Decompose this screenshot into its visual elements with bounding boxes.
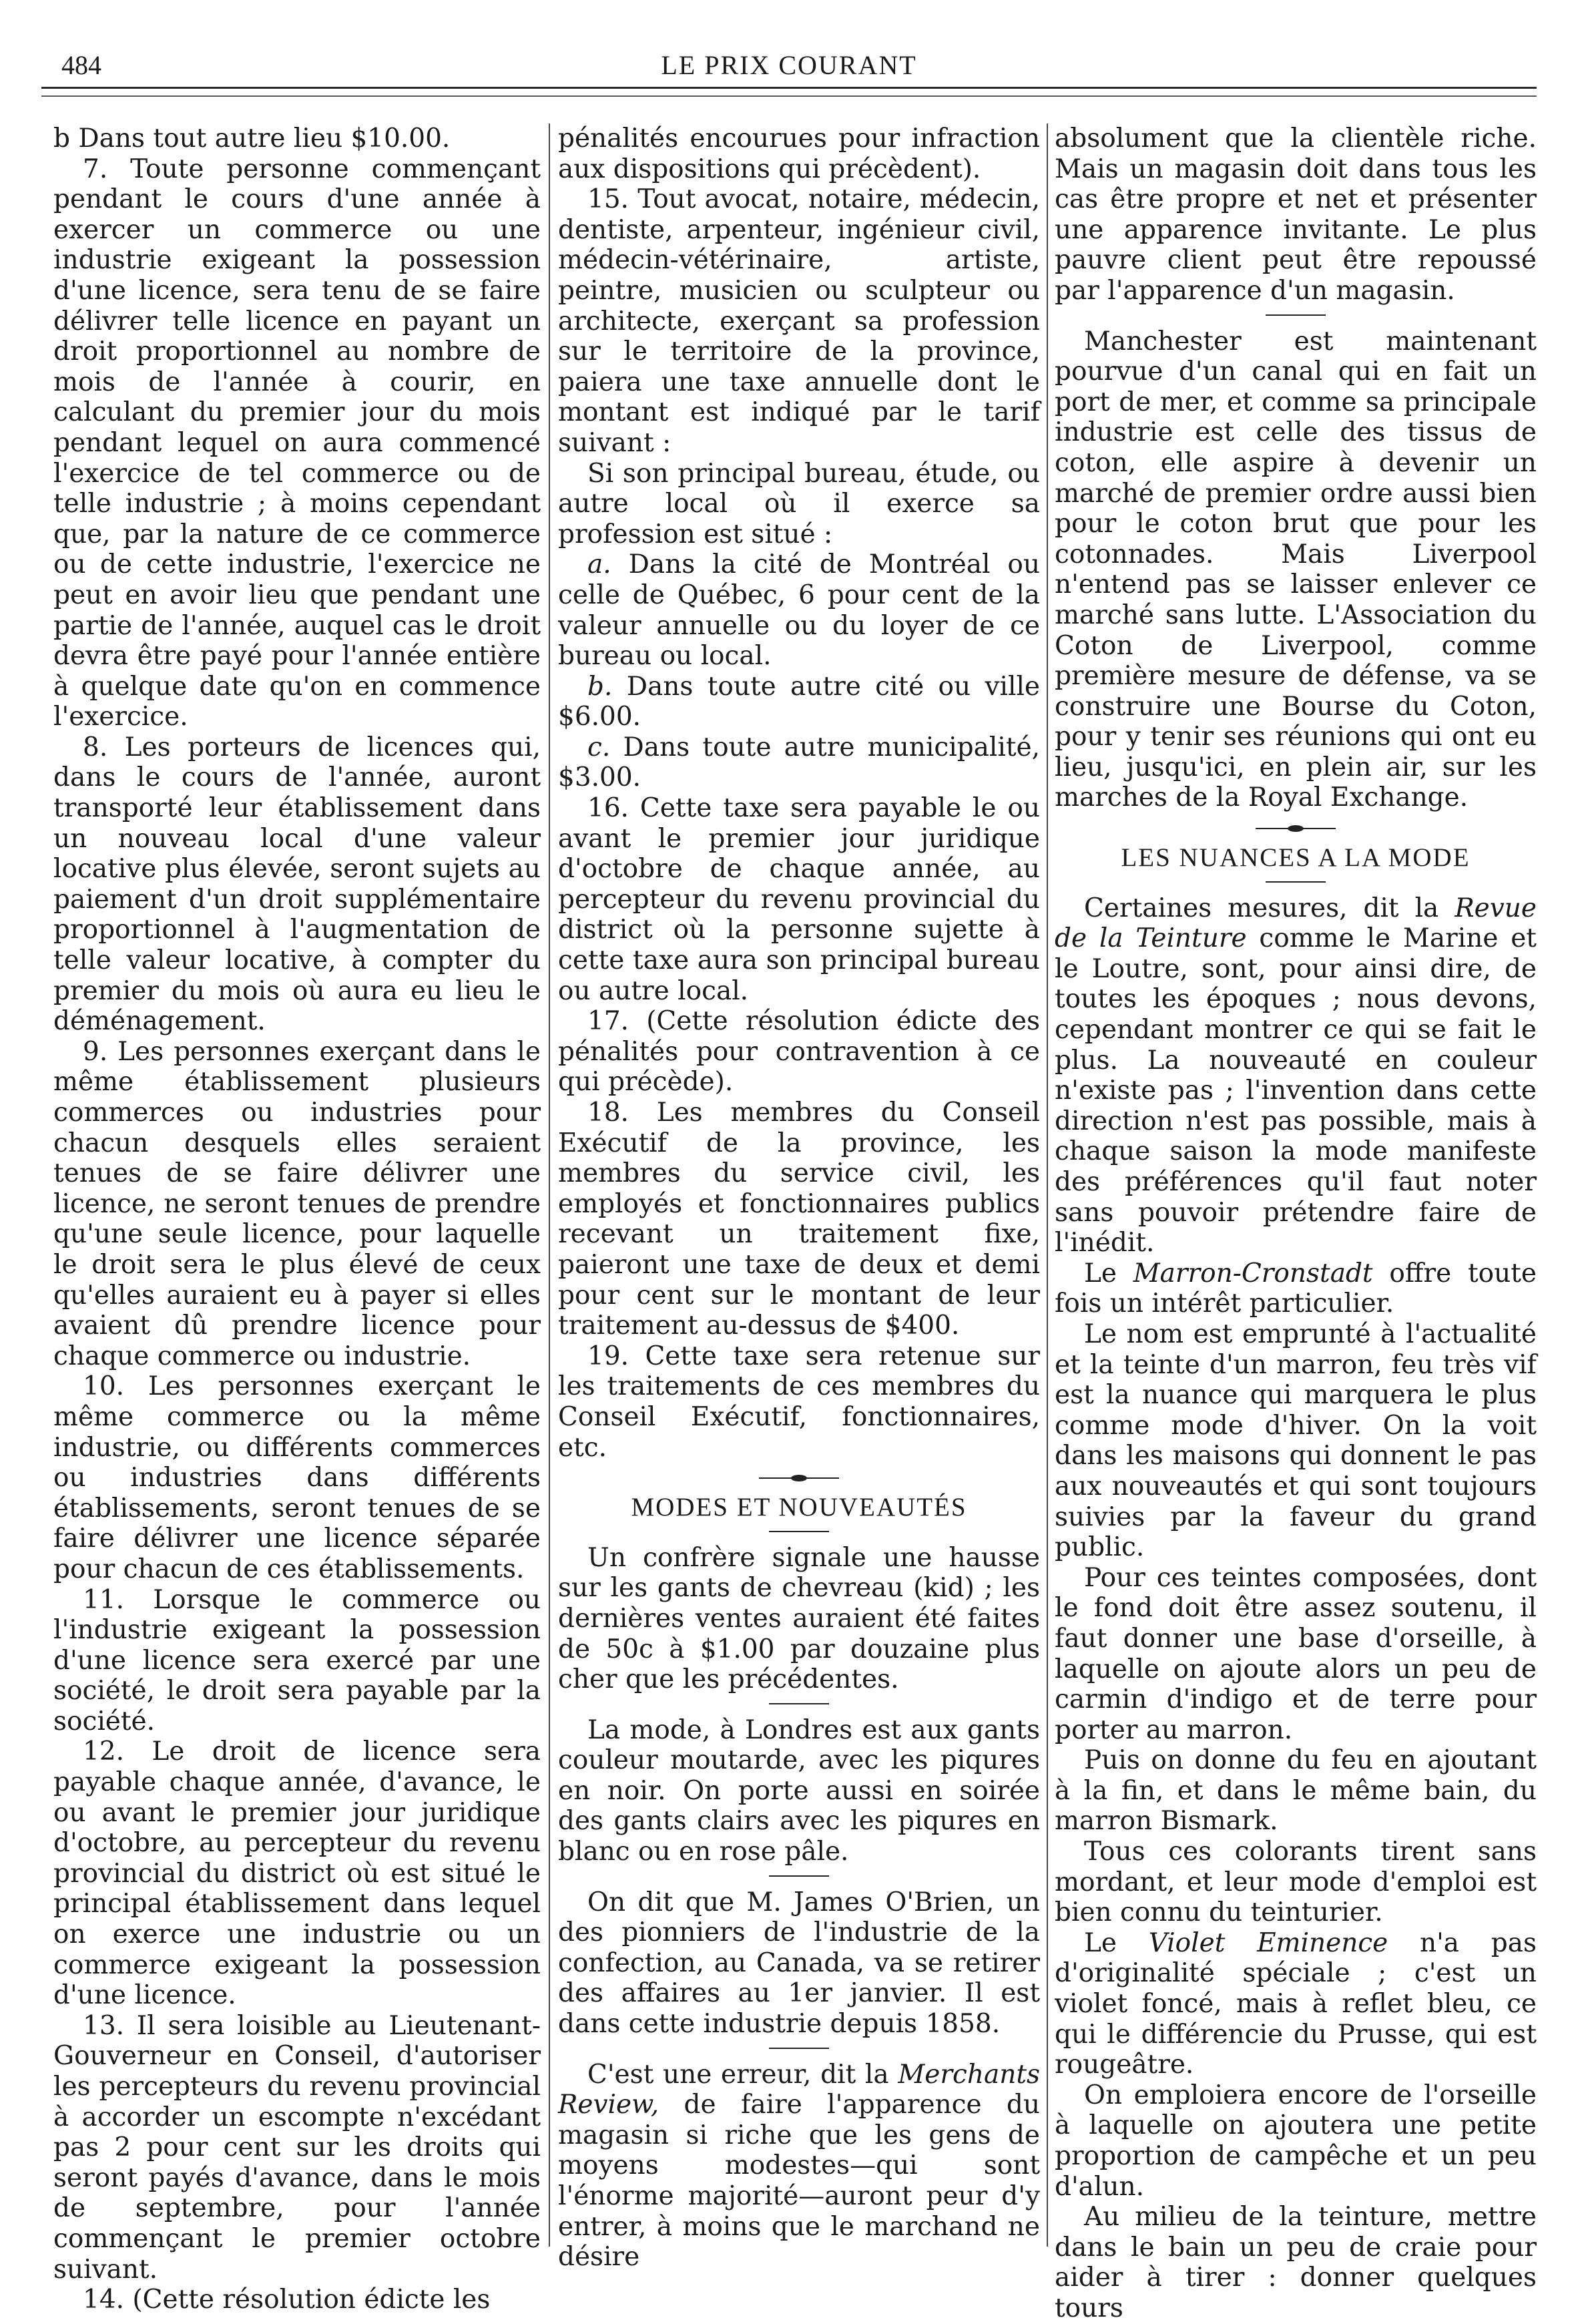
item-text: Dans la cité de Montréal ou celle de Québec, 6 pour cent de la valeur annuelle ou du loyer de ce bureau ou local. [558, 549, 1040, 672]
tariff-item-a [558, 549, 1040, 671]
item-label: a. [587, 549, 611, 580]
paragraph-11: 11. Lorsque le commerce ou l'industrie exigeant la possession d'une licence sera exercé par une société, le droit sera payable par la société. [53, 1584, 541, 1736]
paragraph-18: 18. Les membres du Conseil Exécutif de la province, les membres du service civil, les employés et fonctionnaires publics recevant un traitement fixe, paieront une taxe de deux et demi pour cent sur le montant de leur traitement au-dessus de $400. [558, 1098, 1040, 1341]
paragraph-12: 12. Le droit de licence sera payable chaque année, d'avance, le ou avant le premier jour juridique d'octobre, au percepteur du revenu provincial du district où est situé le principal établissement dans lequel on exerce une industrie ou un commerce exigeant la possession d'une licence. [53, 1736, 541, 2011]
paragraph-13: 13. Il sera loisible au Lieutenant-Gouverneur en Conseil, d'autoriser les percepteurs du revenu provincial à accorder un escompte n'excédant pas 2 pour cent sur les droits qui seront payés d'avance, dans le mois de septembre, pour l'année commençant le premier octobre suivant. [53, 2010, 541, 2285]
paragraph: b Dans tout autre lieu $10.00. [53, 124, 451, 154]
column-3 [1055, 124, 1537, 2323]
item-label: c. [587, 732, 611, 762]
item-text: Dans toute autre municipalité, $3.00. [558, 732, 1040, 793]
news-item: La mode, à Londres est aux gants couleur moutarde, avec les piqures en noir. On porte aussi en soirée des gants clairs avec les piqures en blanc ou en rose pâle. [558, 1714, 1040, 1867]
text: comme le Marine et le Loutre, sont, pour ainsi dire, de toutes les époques ; nous devons, cependant montrer ce qui se fait le plus. La nouveauté en couleur n'existe pas ; l'invention dans cette direction n'est pas possible, mais à chaque saison la mode manifeste des préférences qu'il faut noter sans pouvoir prétendre faire de l'inédit. [1055, 923, 1537, 1258]
column-divider [549, 124, 550, 2247]
color-name: Marron-Cronstadt [1133, 1258, 1373, 1289]
page-number: 484 [61, 50, 101, 80]
publication-name: Revue de la Teinture [1055, 893, 1537, 954]
paragraph-8: 8. Les porteurs de licences qui, dans le cours de l'année, auront transporté leur établissement dans un nouveau local d'une valeur locative plus élevée, seront sujets au paiement d'un droit supplémentaire proportionnel à l'augmentation de telle valeur locative, à compter du premier du mois où aura eu lieu le déménagement. [53, 732, 541, 1037]
paragraph: Au milieu de la teinture, mettre dans le bain un peu de craie pour aider à tirer : donner quelques tours [1055, 2202, 1537, 2323]
paragraph: Pour ces teintes composées, dont le fond doit être assez soutenu, il faut donner une base d'orseille, à laquelle on ajoute alors un peu de carmin d'indigo et de terre pour porter au marron. [1055, 1562, 1537, 1745]
paragraph [1055, 893, 1537, 1258]
text: C'est une erreur, dit la [587, 2059, 889, 2090]
column-2 [558, 124, 1041, 2273]
separator [769, 1703, 829, 1704]
text: Le [1084, 1927, 1117, 1958]
section-ornament [1256, 825, 1336, 832]
news-item: On dit que M. James O'Brien, un des pionniers de l'industrie de la confection, au Canada, va se retirer des affaires au 1er janvier. Il est dans cette industrie depuis 1858. [558, 1887, 1040, 2040]
paragraph: pénalités encourues pour infraction aux dispositions qui précèdent). [558, 124, 1040, 184]
paragraph-14: 14. (Cette résolution édicte les [83, 2285, 491, 2315]
paragraph: Manchester est maintenant pourvue d'un canal qui en fait un port de mer, et comme sa principale industrie est celle des tissus de coton, elle aspire à devenir un marché de premier ordre aussi bien pour le coton brut que pour les cotonnades. Mais Liverpool n'entend pas se laisser enlever ce marché sans lutte. L'Association du Coton de Liverpool, comme première mesure de défense, va se construire une Bourse du Coton, pour y tenir ses réunions qui ont eu lieu, jusqu'ici, en plein air, sur les marches de la Royal Exchange. [1055, 326, 1537, 813]
page-header [41, 47, 1537, 88]
paragraph [1055, 1258, 1537, 1319]
news-item [558, 2060, 1040, 2273]
paragraph-9: 9. Les personnes exerçant dans le même établissement plusieurs commerces ou industries pour chacun desquels elles seraient tenues de se faire délivrer une licence, ne seront tenues de prendre qu'une seule licence, pour laquelle le droit sera le plus élevé de ceux qu'elles auraient eu à payer si elles avaient dû prendre licence pour chaque commerce ou industrie. [53, 1036, 541, 1371]
column-1 [53, 124, 541, 2315]
separator [1266, 881, 1326, 883]
paragraph: Si son principal bureau, étude, ou autre local où il exerce sa profession est situé : [558, 458, 1040, 549]
paragraph-17: 17. (Cette résolution édicte des pénalités pour contravention à ce qui précède). [558, 1006, 1040, 1098]
header-rule-thin [41, 95, 1537, 97]
item-label: b. [587, 671, 613, 702]
paragraph-19: 19. Cette taxe sera retenue sur les traitements de ces membres du Conseil Exécutif, fonctionnaires, etc. [558, 1341, 1040, 1463]
text: offre toute fois un intérêt particulier. [1055, 1258, 1537, 1319]
section-heading: MODES ET NOUVEAUTÉS [631, 1493, 967, 1522]
item-text: Dans toute autre cité ou ville $6.00. [558, 671, 1041, 732]
separator [1266, 314, 1326, 316]
text: Certaines mesures, dit la [1084, 893, 1439, 923]
news-item: Un confrère signale une hausse sur les gants de chevreau (kid) ; les dernières ventes auraient été faites de 50c à $1.00 par douzaine plus cher que les précédentes. [558, 1542, 1040, 1695]
column-divider [1047, 124, 1048, 2247]
text: n'a pas d'originalité spéciale ; c'est un violet foncé, mais à reflet bleu, ce qui le différencie du Prusse, qui est rougeâtre. [1055, 1927, 1537, 2080]
paragraph: Tous ces colorants tirent sans mordant, et leur mode d'emploi est bien connu du teinturier. [1055, 1837, 1537, 1928]
paragraph-10: 10. Les personnes exerçant le même commerce ou la même industrie, ou différents commerces ou industries dans différents établissements, seront tenues de se faire délivrer une licence séparée pour chacun de ces établissements. [53, 1371, 541, 1584]
paragraph [1055, 1928, 1537, 2080]
paragraph: Puis on donne du feu en ajoutant à la fin, et dans le même bain, du marron Bismark. [1055, 1745, 1537, 1837]
paragraph: On emploiera encore de l'orseille à laquelle on ajoutera une petite proportion de campêche et un peu d'alun. [1055, 2080, 1537, 2202]
paragraph: absolument que la clientèle riche. Mais un magasin doit dans tous les cas être propre et net et présenter une apparence invitante. Le plus pauvre client peut être repoussé par l'apparence d'un magasin. [1055, 124, 1537, 306]
separator [769, 1875, 829, 1877]
tariff-item-b [558, 672, 1040, 732]
text: Le [1084, 1258, 1117, 1289]
publication-name: Merchants Review, [558, 2059, 1041, 2120]
separator [769, 2048, 829, 2049]
paragraph: Le nom est emprunté à l'actualité et la teinte d'un marron, feu très vif est la nuance qui marquera le plus comme mode d'hiver. On la voit dans les maisons qui donnent le pas aux nouveautés et qui sont toujours suivies par la faveur du grand public. [1055, 1319, 1537, 1563]
journal-title: LE PRIX COURANT [661, 50, 917, 80]
header-rule [41, 87, 1537, 89]
paragraph-15: 15. Tout avocat, notaire, médecin, dentiste, arpenteur, ingénieur civil, médecin-vétérinaire, artiste, peintre, musicien ou sculpteur ou architecte, exerçant sa profession sur le territoire de la province, paiera une taxe annuelle dont le montant est indiqué par le tarif suivant : [558, 184, 1040, 458]
separator [769, 1531, 829, 1532]
section-heading: LES NUANCES A LA MODE [1121, 843, 1471, 873]
color-name: Violet Eminence [1148, 1927, 1388, 1958]
paragraph-16: 16. Cette taxe sera payable le ou avant le premier jour juridique d'octobre de chaque année, au percepteur du revenu provincial du district où la personne sujette à cette taxe aura son principal bureau ou autre local. [558, 793, 1040, 1006]
section-ornament [759, 1475, 839, 1481]
paragraph-7: 7. Toute personne commençant pendant le cours d'une année à exercer un commerce ou une industrie exigeant la possession d'une licence, sera tenu de se faire délivrer telle licence en payant un droit proportionnel au nombre de mois de l'année à courir, en calculant du premier jour du mois pendant lequel on aura commencé l'exercice de tel commerce ou de telle industrie ; à moins cependant que, par la nature de ce commerce ou de cette industrie, l'exercice ne peut en avoir lieu que pendant une partie de l'année, auquel cas le droit devra être payé pour l'année entière à quelque date qu'on en commence l'exercice. [53, 154, 541, 732]
text: de faire l'apparence du magasin si riche que les gens de moyens modestes—qui sont l'énorme majorité—auront peur d'y entrer, à moins que le marchand ne désire [558, 2090, 1040, 2273]
tariff-item-c [558, 732, 1040, 793]
